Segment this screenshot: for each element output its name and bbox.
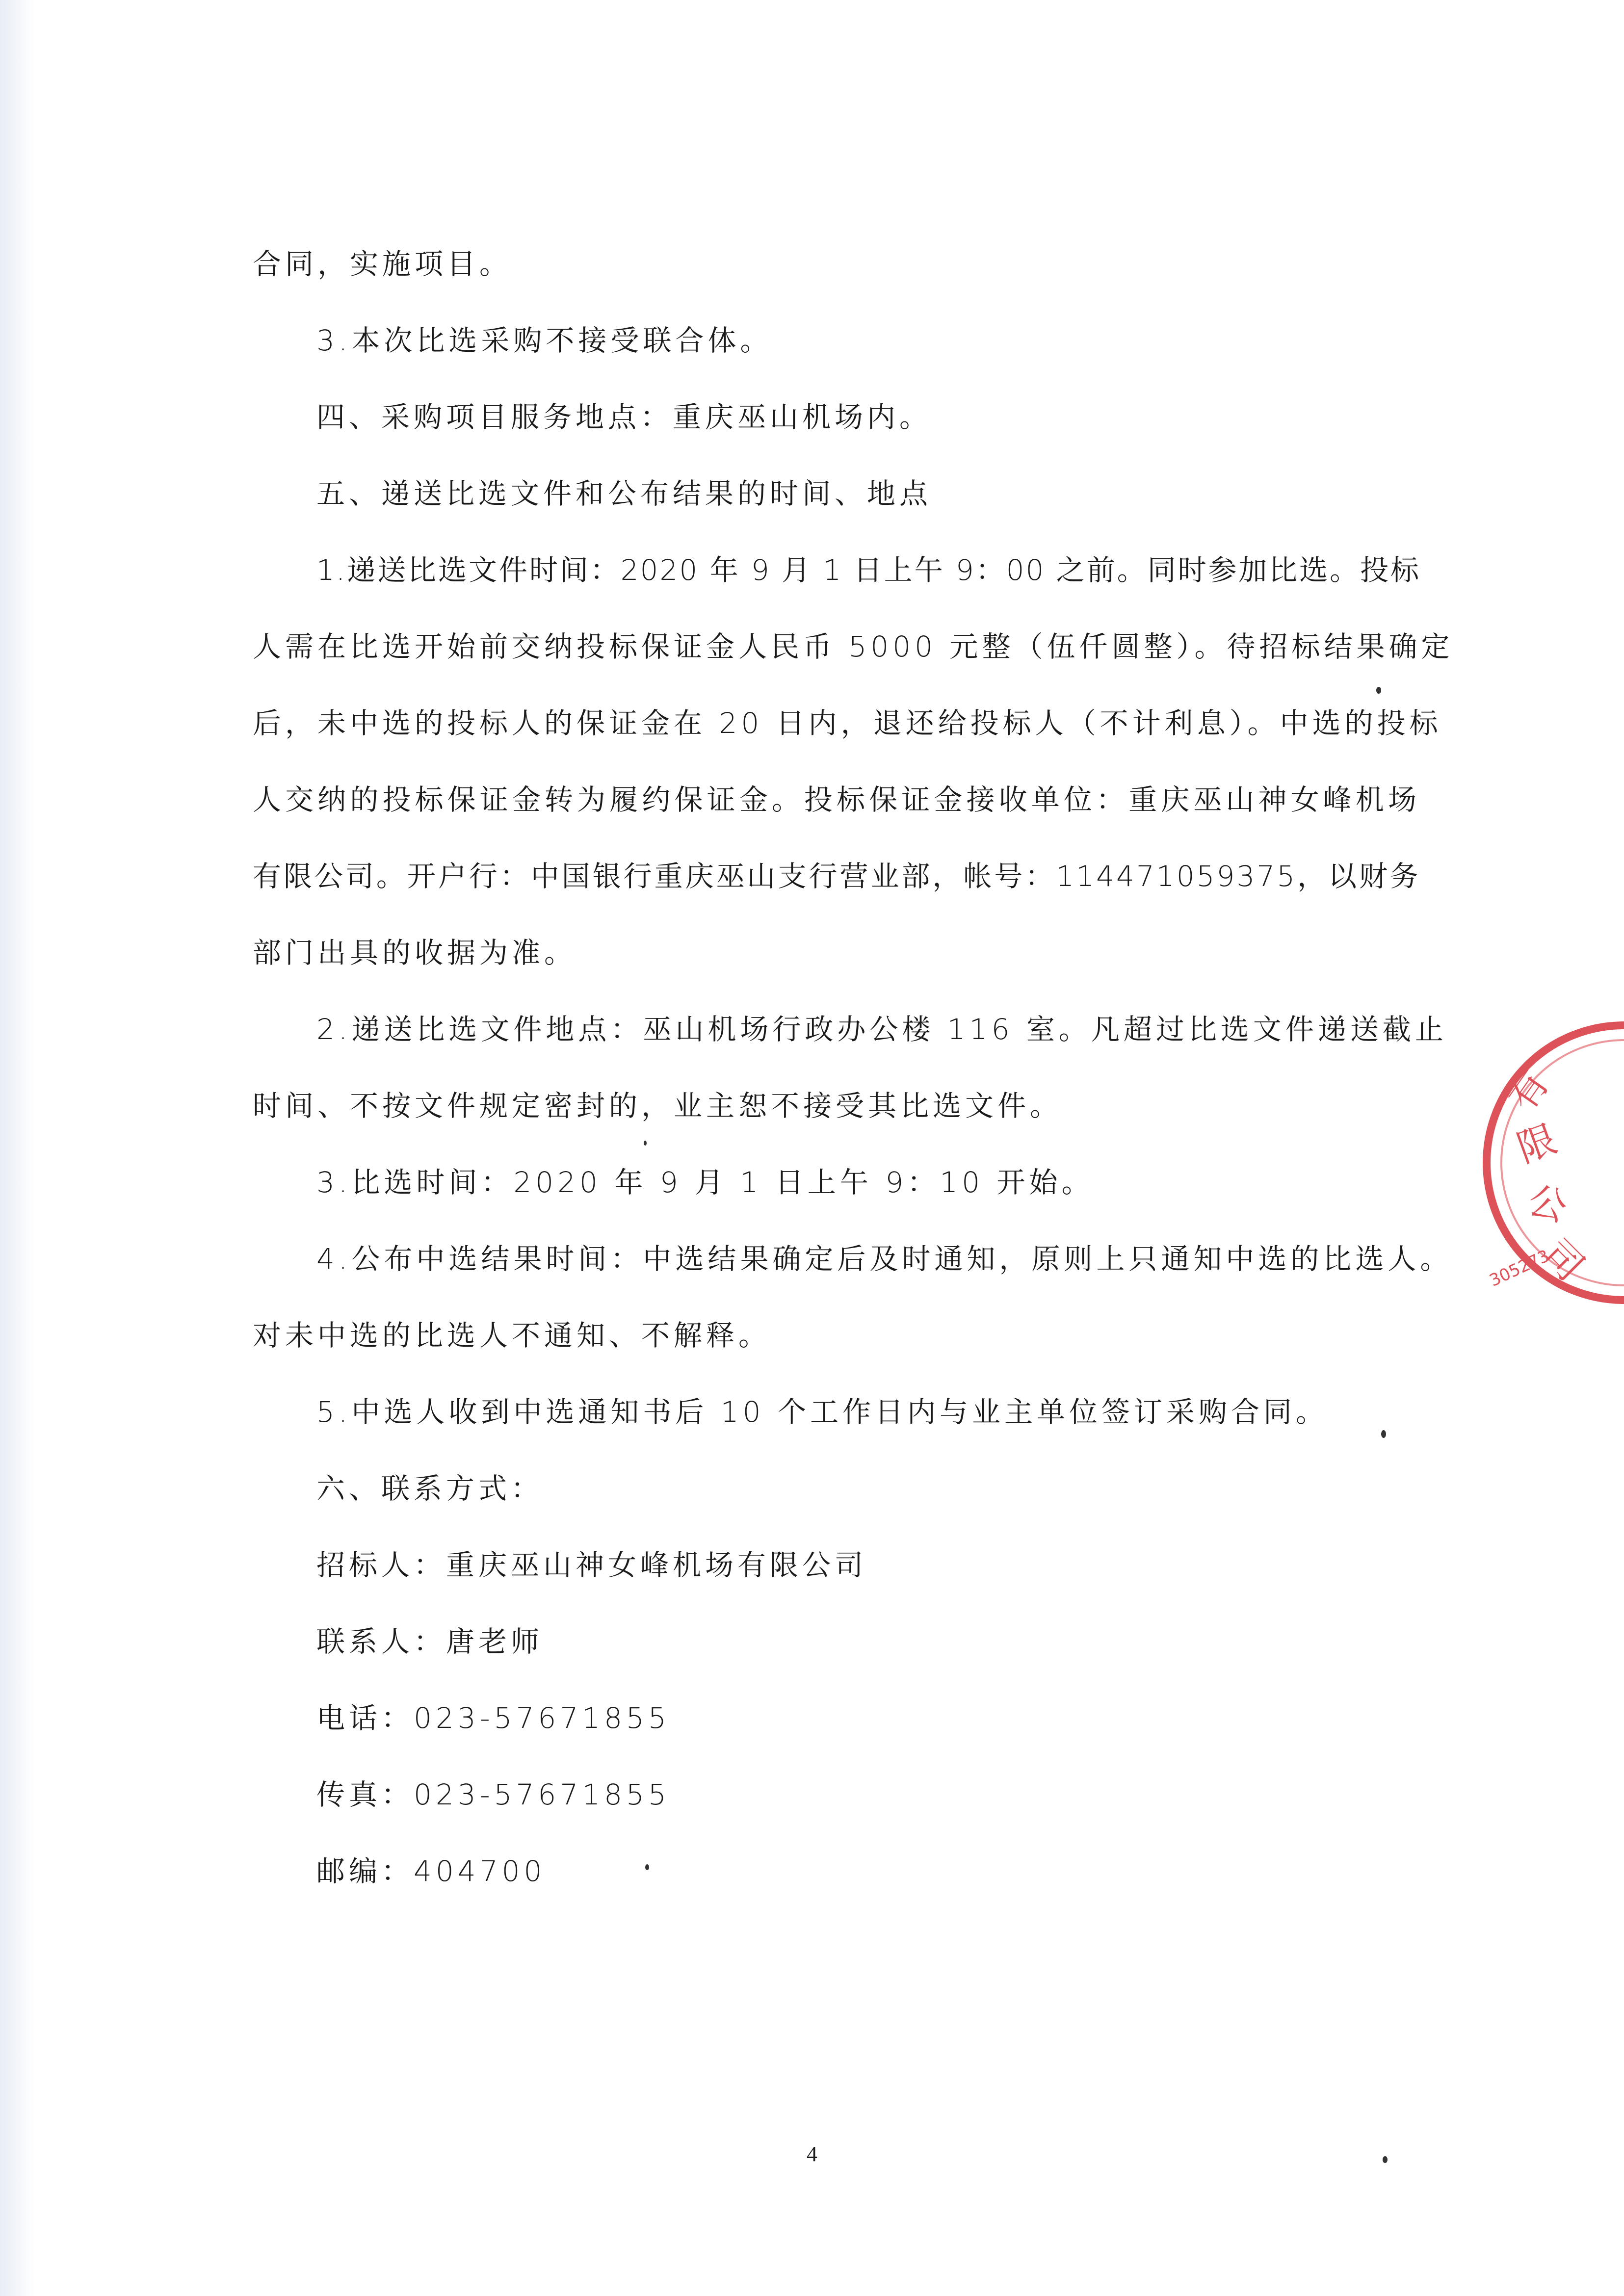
- seal-text-char-4: 司: [1534, 1231, 1593, 1290]
- text-line: 人需在比选开始前交纳投标保证金人民币 5000 元整（伍仟圆整）。待招标结果确定: [253, 630, 1454, 663]
- scan-speck: [1381, 1430, 1386, 1438]
- scan-speck: [645, 1864, 649, 1870]
- document-body: [253, 226, 1454, 1909]
- text-line: 3.比选时间：2020 年 9 月 1 日上午 9：10 开始。: [316, 1166, 1094, 1199]
- text-line: 传真：023-57671855: [316, 1778, 670, 1811]
- text-line: 邮编：404700: [316, 1854, 546, 1888]
- text-line: 四、采购项目服务地点：重庆巫山机场内。: [316, 400, 932, 434]
- seal-text-char-2: 限: [1511, 1117, 1563, 1172]
- text-line: 电话：023-57671855: [316, 1701, 670, 1735]
- text-line: 1.递送比选文件时间：2020 年 9 月 1 日上午 9：00 之前。同时参加比选。投标: [316, 553, 1420, 587]
- text-line: 4.公布中选结果时间：中选结果确定后及时通知，原则上只通知中选的比选人。: [316, 1242, 1453, 1276]
- text-line: 对未中选的比选人不通知、不解释。: [253, 1319, 771, 1352]
- scan-speck: [1383, 2156, 1388, 2163]
- page-number: 4: [807, 2142, 817, 2166]
- text-line: 六、联系方式：: [316, 1472, 544, 1505]
- seal-text-char-1: 有: [1499, 1062, 1558, 1119]
- text-line: 2.递送比选文件地点：巫山机场行政办公楼 116 室。凡超过比选文件递送截止: [316, 1013, 1447, 1046]
- text-line: 部门出具的收据为准。: [253, 936, 577, 969]
- text-line: 3.本次比选采购不接受联合体。: [316, 324, 773, 357]
- scan-speck: [644, 1141, 647, 1146]
- text-line: 5.中选人收到中选通知书后 10 个工作日内与业主单位签订采购合同。: [316, 1395, 1329, 1429]
- text-line: 人交纳的投标保证金转为履约保证金。投标保证金接收单位：重庆巫山神女峰机场: [253, 783, 1420, 816]
- scan-speck: [1376, 687, 1381, 694]
- seal-text-char-3: 公: [1523, 1178, 1572, 1231]
- scan-edge-shading: [0, 0, 34, 2296]
- text-line: 五、递送比选文件和公布结果的时间、地点: [316, 477, 932, 510]
- text-line: 招标人：重庆巫山神女峰机场有限公司: [316, 1548, 867, 1582]
- seal-code: 305273: [1486, 1246, 1553, 1291]
- text-line: 后，未中选的投标人的保证金在 20 日内，退还给投标人（不计利息）。中选的投标: [253, 706, 1442, 740]
- company-seal-stamp: [1477, 1016, 1624, 1310]
- text-line: 联系人：唐老师: [316, 1625, 544, 1658]
- text-line: 有限公司。开户行：中国银行重庆巫山支行营业部，帐号：114471059375，以财务: [253, 860, 1420, 893]
- text-line: 合同，实施项目。: [253, 247, 512, 281]
- text-line: 时间、不按文件规定密封的，业主恕不接受其比选文件。: [253, 1089, 1063, 1122]
